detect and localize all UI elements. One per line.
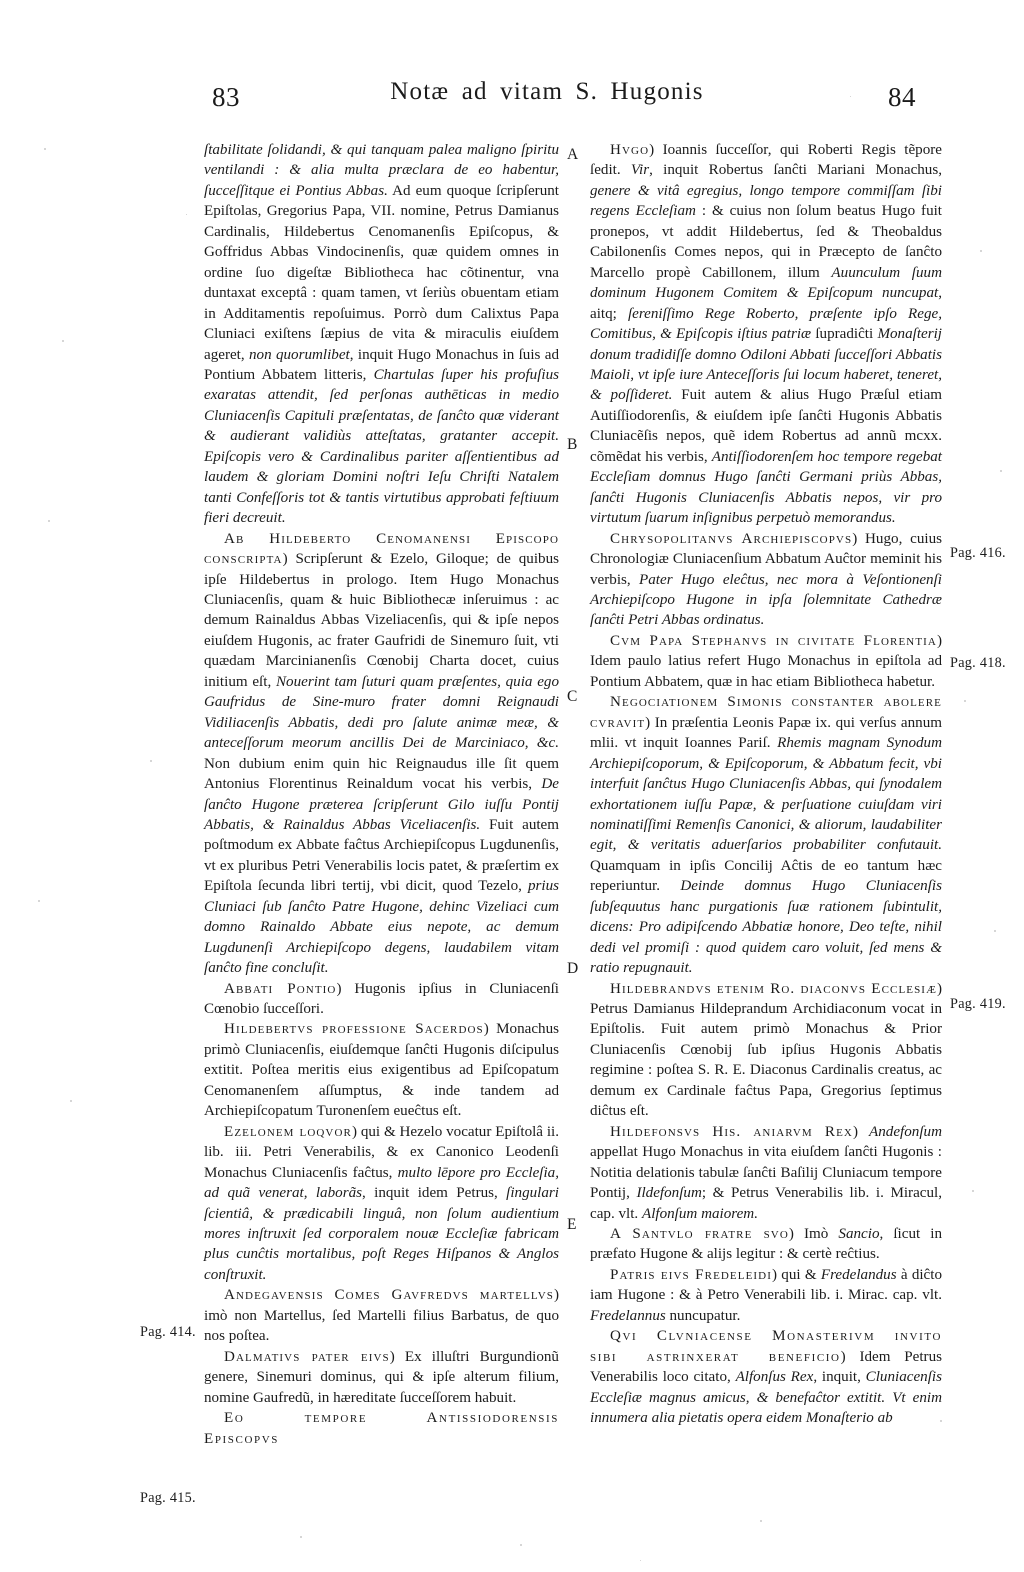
margin-letter-b: B [567, 436, 578, 453]
text-run: Chartulas ſuper his profuſius exaratas attendit, ſed perſonas authēticas in medio Cluniacenſis Capituli præſentatas, de ſanĉto quæ viderant & audierant validiùs atteſtatas, gratanter accepit. Epiſcopis vero & Cardinalibus pariter aſſentientibus ad laudem & gloriam Domini noſtri Ieſu Chriſti Natalem tanti Confeſſoris tot & tantis virtutibus approbati feſtiuum fieri decreuit. [204, 366, 559, 527]
text-run: multo lēpore pro Eccleſia, ad quã venerat, laborãs [204, 1164, 560, 1202]
scan-speck [70, 1100, 72, 1102]
paragraph-cvm-papa-stephanvs [590, 631, 942, 692]
paragraph-eo-tempore [204, 1408, 559, 1449]
text-run: ) qui & [771, 1266, 821, 1283]
scan-speck [964, 700, 966, 702]
folio-number-right: 84 [888, 82, 916, 112]
text-run: Fredelandus [820, 1266, 897, 1283]
text-run: ) Ex illuſtri Burgundionũ genere, Sinemuri dominus, qui & ipſe alterum filium, nomine Gaufredũ, in hæreditate ſucceſſorem habuit. [204, 1348, 559, 1406]
margin-ref-pag-419: Pag. 419. [950, 996, 1006, 1012]
paragraph-qvi-clvniacense [590, 1326, 942, 1428]
text-run: Non dubium enim quin hic Reignaudus ille ſit quem Antonius Florentinus Reinaldum vocat his verbis, [204, 755, 559, 793]
text-run: ) Hugo, cuius Chronologiæ Cluniacenſium Abbatum Auĉtor meminit his verbis, [590, 530, 942, 588]
text-run: ; & Petrus Venerabilis lib. i. Miracul, cap. vlt. [590, 1185, 942, 1222]
text-run: Sancio [838, 1226, 880, 1243]
margin-letter-a: A [567, 146, 579, 163]
paragraph-ab-hildeberto [204, 529, 559, 979]
scan-speck [520, 1544, 522, 1546]
text-run: Fredelannus [590, 1307, 666, 1324]
text-run: ) Imò [788, 1226, 839, 1243]
lemma-heading: Cvm Papa Stephanvs in civitate Florentia [610, 632, 937, 649]
lemma-heading: Abbati Pontio [224, 980, 337, 997]
scan-speck [186, 214, 187, 215]
margin-ref-pag-415: Pag. 415. [140, 1490, 196, 1506]
text-run: ) qui & Hezelo vocatur Epiſtolâ ii. lib. iii. Petri Venerabilis, & ex Canonico Leodenſi Monachus Cluniacenſis faĉtus, [204, 1123, 560, 1181]
text-column-left [204, 140, 559, 1449]
scan-speck [994, 930, 996, 932]
scan-speck [44, 148, 46, 150]
scan-speck [62, 340, 64, 342]
scan-speck [972, 1190, 974, 1192]
margin-ref-pag-418: Pag. 418. [950, 655, 1006, 671]
text-run: ) Ioannis ſucceſſor, qui Roberti Regis tẽpore ſedit. [590, 142, 942, 179]
margin-letter-d: D [567, 960, 579, 977]
scan-speck [940, 1420, 942, 1422]
text-run: Ildefonſum [636, 1185, 702, 1202]
text-run: Ad eum quoque ſcripſerunt Epiſtolas, Gregorius Papa, VII. nomine, Petrus Damianus Cardinalis, Hildebertus Cenomanenſis Epiſcopus, & Goffridus Abbas Vindocinenſis, quæ quidem omnes in ordine ſuo digeſtæ Bibliotheca hac cõtinentur, vna duntaxat exceptâ : quam tamen, vt ſeriùs obuentam etiam in Additamentis repoſuimus. Porrò dum Calixtus Papa Cluniaci exiſtens ſæpius de vita & miraculis eiuſdem ageret, [204, 182, 559, 363]
scan-speck [1000, 470, 1002, 472]
lemma-heading: Hildefonsvs His. aniarvm Rex [610, 1123, 853, 1140]
text-run: ) Scripſerunt & Ezelo, Giloque; de quibus ipſe Hildebertus in prologo. Item Hugo Monachus Cluniacenſis, quam & huic Bibliothecæ inſeruimus : ac demum Rainaldus Abbas Vizeliacenſis, qui & ipſe nepos eiuſdem Hugonis, ac frater Gaufridi de Sinemuro ſuit, vti quædam Marcinianenſis Cœnobij Charta docet, cuius initium eſt, [204, 551, 559, 690]
folio-number-left: 83 [212, 82, 240, 112]
text-run: non quorumlibet [248, 346, 350, 363]
text-run: , aitq; [590, 285, 942, 322]
text-run: ſereniſſimo Rege Roberto, præſente ipſo Rege, Comitibus, & Epiſcopis iſtius patriæ [590, 305, 942, 343]
text-run: genere & vitâ egregius, longo tempore commiſſam ſibi regens Eccleſiam [590, 182, 942, 220]
lemma-heading: Hildebertvs professione Sacerdos [224, 1021, 484, 1038]
margin-letter-e: E [567, 1216, 577, 1233]
scan-speck [980, 250, 982, 252]
text-run: ) imò non Martellus, ſed Martelli filius Barbatus, de quo nos poſtea. [204, 1287, 559, 1345]
page-title: Notæ ad vitam S. Hugonis [390, 78, 704, 105]
scan-speck [760, 1520, 762, 1522]
margin-letter-c: C [567, 688, 578, 705]
paragraph-hildefonsvs-rex [590, 1122, 942, 1224]
text-run: ſupradiĉti [811, 326, 878, 343]
lemma-heading: Ezelonem loqvor [224, 1123, 352, 1140]
lemma-heading: Chrysopolitanvs Archiepiscopvs [610, 530, 853, 547]
lemma-heading: A Santvlo fratre svo [610, 1226, 789, 1243]
text-run: Rhemis magnam Synodum Archiepiſcoporum, & Epiſcoporum, & Abbatum fecit, vbi interfuit ſanĉtus Hugo Cluniacenſis Abbas, qui ſynodalem exhortationem iuſſu Papæ, & perſuatione cuiuſdam viri nominatiſſimi Remenſis Canonici, & aliorum, laudabiliter egit, & veritatis aduerſarios probabiliter confutauit. [590, 735, 942, 854]
margin-ref-pag-416: Pag. 416. [950, 545, 1006, 561]
text-run: Monaſterij donum tradidiſſe domno Odiloni Abbati ſucceſſori Abbatis Maioli, vt ipſe iure Anteceſſoris ſui locum haberet, teneret, & poſſideret. [590, 326, 942, 404]
text-run: Fuit autem poſtmodum ex Abbate faĉtus Archiepiſcopus Lugdunenſis, vt ex pluribus Petri Venerabilis locis patet, & præſertim ex Epiſtola ſecunda libri tertij, vbi dicit, quod Tezelo, [204, 816, 559, 895]
text-run: Vir [630, 162, 650, 179]
lemma-heading: Eo tempore Antissiodorensis Episcopvs [204, 1410, 559, 1447]
text-run: ) Monachus primò Cluniacenſis, eiuſdemque ſanĉti Hugonis diſcipulus extitit. Poſtea meritis eius exigentibus ad Epiſcopatum Cenomanenſem aſſumptus, & inde tandem ad Archiepiſcopatum Turonenſem eueĉtus eſt. [204, 1021, 560, 1120]
lemma-heading: Hvgo [610, 142, 650, 158]
lemma-heading: Dalmativs pater eivs [224, 1348, 390, 1365]
scan-speck [640, 1560, 641, 1561]
paragraph-a-santvlo [590, 1224, 942, 1265]
scan-speck [150, 760, 152, 762]
text-run: Nouerint tam ſuturi quam præſentes, quia ego Gaufridus de Sine-muro frater domni Reignaudi Vidiliacenſis Abbatis, dedi pro ſalute animæ meæ, & anteceſſorum meorum ancillis Dei de Marciniaco, &c. [204, 673, 560, 752]
paragraph-hildebrandvs-etenim [590, 979, 942, 1122]
text-run: ) Idem Petrus Venerabilis loco citato, [590, 1348, 942, 1386]
paragraph-chrysopolitanvs [590, 529, 942, 631]
paragraph-patris-eivs [590, 1265, 942, 1326]
text-run: Alfonſus Rex [735, 1369, 814, 1386]
text-run: Fuit autem & alius Hugo Præſul etiam Autiſſiodorenſis, & eiuſdem ipſe ſanĉti Hugonis Abbatis Cluniacẽſis nepos, quẽ idem Robertus ad annũ mcxx. cõmẽdat his verbis, [590, 387, 943, 465]
lemma-heading: Hildebrandvs etenim Ro. diaconvs Ecclesiæ [610, 980, 937, 997]
paragraph-dalmativs-pater [204, 1347, 559, 1408]
text-run: , inquit Hugo Monachus in ſuis ad Pontium Abbatem litteris, [204, 346, 560, 383]
text-run: , inquit, [813, 1369, 866, 1386]
paragraph-hvgo-ioannis [590, 140, 942, 529]
text-run: Alfonſum maiorem. [641, 1205, 758, 1222]
lemma-heading: Negociationem Simonis constanter abolere cvravit [590, 694, 942, 731]
text-run: à diĉto iam Hugone : & à Petro Venerabili lib. i. Mirac. cap. vlt. [590, 1266, 943, 1304]
paragraph-cont-quotation [204, 140, 559, 529]
text-run: Andefonſum [869, 1123, 942, 1140]
text-run: , ſicut in præfato Hugone & alijs legitur : & certè reĉtius. [590, 1226, 943, 1263]
text-run: appellat Hugo Monachus in vita eiuſdem ſanĉti Hugonis : Notitia delationis tabulæ ſanĉti Baſilij Cluniacum tempore Pontij, [590, 1144, 942, 1202]
lemma-heading: Andegavensis Comes Gavfredvs martellvs [224, 1287, 554, 1304]
text-run: , inquit Robertus ſanĉti Mariani Monachus, [649, 162, 943, 179]
paragraph-ezelonem-loqvor [204, 1122, 559, 1286]
lemma-heading: Qvi Clvniacense Monasterivm invito sibi astrinxerat beneficio [590, 1328, 942, 1365]
text-run: ) Hugonis ipſius in Cluniacenſi Cœnobio ſucceſſori. [204, 980, 559, 1018]
paragraph-negociationem-simonis [590, 692, 942, 978]
margin-ref-pag-414: Pag. 414. [140, 1324, 196, 1340]
text-run: De ſanĉto Hugone præterea ſcripſerunt Gilo iuſſu Pontij Abbatis, & Rainaldus Abbas Viceliacenſis. [204, 776, 559, 833]
text-run: nuncupatur. [665, 1307, 741, 1324]
paragraph-andegavensis-comes [204, 1285, 559, 1346]
paragraph-hildebertvs-sacerdos [204, 1019, 559, 1121]
text-column-right [590, 140, 942, 1429]
text-run: Auunculum ſuum dominum Hugonem Comitem & Epiſcopum nuncupat [590, 264, 942, 302]
text-run: prius Cluniaci ſub ſanĉto Patre Hugone, dehinc Vizeliaci cum domno Rainaldo Abbate eius nepote, ac demum Lugdunenſi Archiepiſcopo degens, laudabilem vitam ſanĉto fine concluſit. [204, 878, 559, 977]
text-run: ) In præſentia Leonis Papæ ix. qui verſus annum mlii. vt inquit Ioannes Pariſ. [590, 714, 942, 752]
scan-speck [38, 900, 40, 902]
text-run: Antiſſiodorenſem hoc tempore regebat Eccleſiam domnus Hugo ſanĉti Germani priùs Abbas, ſanĉti Hugonis Cluniacenſis Abbatis nepos, vir pro virtutum ſuarum inſignibus perpetuò memorandus. [590, 448, 942, 527]
text-run: : & cuius non ſolum beatus Hugo fuit pronepos, vt addit Hildebertus, ſed & Theobaldus Cabilonenſis Comes nepos, qui in Præcepto de ſanĉto Marcello propè Cabillonem, illum [590, 203, 942, 281]
text-run: ) Petrus Damianus Hildeprandum Archidiaconum vocat in Epiſtolis. Fuit autem primò Monachus & Prior Cluniacenſis Cœnobij ſub ipſius Hugonis Abbatis regimine : poſtea S. R. E. Diaconus Cardinalis creatus, ac demum ex Cardinale faĉtus Papa, Gregorius ſeptimus diĉtus eſt. [590, 980, 942, 1120]
text-run: Pater Hugo eleĉtus, nec mora à Veſontionenſi Archiepiſcopo Hugone in ipſa ſolemnitate Cathedræ ſanĉti Petri Abbas ordinatus. [590, 571, 942, 629]
text-run: Cluniacenſis Eccleſiæ magnus amicus, & benefaĉtor extitit. Vt enim innumera alia pietatis opera eidem Monaſterio ab [590, 1369, 942, 1427]
text-run: ) [852, 1123, 870, 1140]
text-run: Deinde domnus Hugo Cluniacenſis ſubſequutus hanc purgationis ſuæ rationem ſubintulit, dicens: Pro adipiſcendo Abbatiæ honore, Deo teſte, nihil dedi vel promiſi : quod quidem caro voluit, ſed mens & ratio repugnauit. [590, 878, 942, 977]
running-head [140, 78, 954, 120]
lemma-heading: Patris eivs Fredeleidi [610, 1266, 772, 1283]
text-run: ) Idem paulo latius refert Hugo Monachus in epiſtola ad Pontium Abbatem, quæ in hac etiam Bibliotheca habetur. [590, 632, 942, 690]
text-run: , inquit idem Petrus, [362, 1185, 507, 1202]
paragraph-abbati-pontio [204, 979, 559, 1020]
lemma-heading: Ab Hildeberto Cenomanensi Episcopo conscripta [204, 530, 559, 568]
text-run: Quamquam in ipſis Concilij Aĉtis de eo tantum hæc reperiuntur. [590, 857, 942, 895]
scan-speck [48, 520, 50, 522]
text-run: ſtabilitate ſolidandi, & qui tanquam palea maligno ſpiritu ventilandi : & alia multa præclara de eo habentur, ſucceſſitque ei Pontius Abbas. [204, 142, 559, 199]
scan-speck [850, 96, 851, 97]
scan-speck [300, 1536, 302, 1538]
text-run: ſingulari ſcientiâ, & prædicabili linguâ, non ſolum audientium mores inſtruxit ſed corporalem nouæ Eccleſiæ fabricam plus cunĉtis mortalibus, poſt Reges Hiſpanos & Anglos conſtruxit. [204, 1185, 559, 1283]
